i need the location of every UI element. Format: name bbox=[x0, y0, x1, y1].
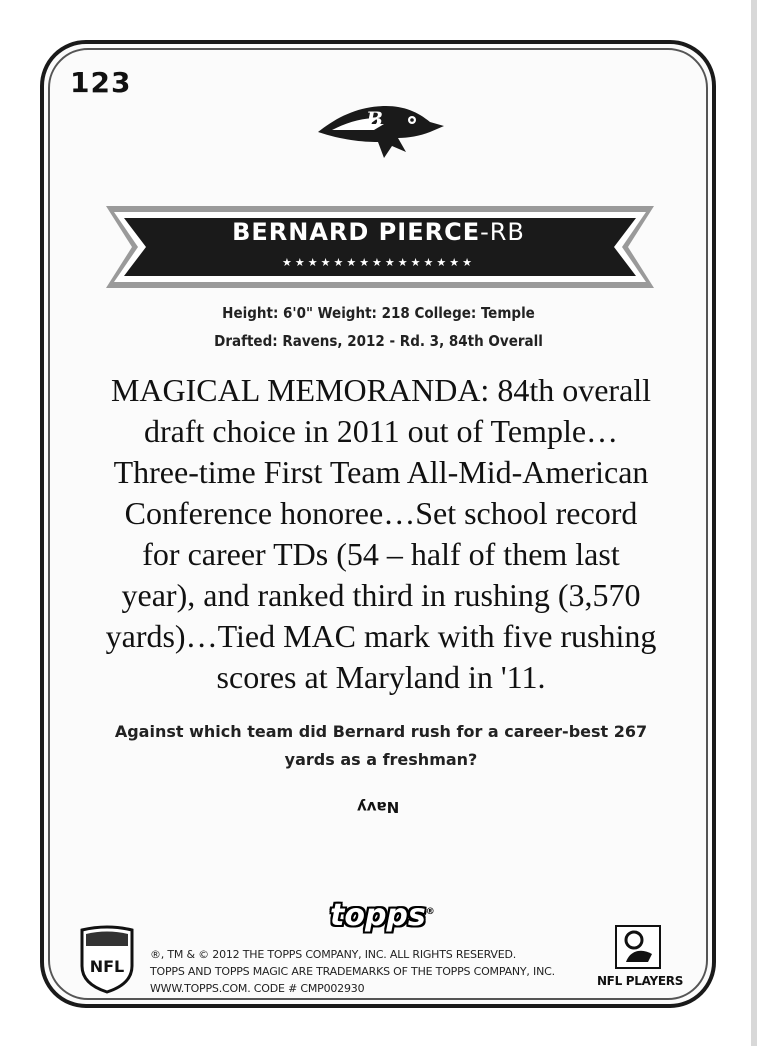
player-name-line bbox=[0, 218, 757, 246]
trivia-answer bbox=[0, 798, 757, 816]
legal-text bbox=[150, 946, 620, 997]
memo-line: MAGICAL MEMORANDA: 84th overall bbox=[110, 372, 652, 408]
logo-letter: B bbox=[366, 107, 383, 131]
nfl-players-label: NFL PLAYERS bbox=[596, 974, 684, 988]
nfl-shield-icon bbox=[78, 922, 136, 994]
memo-line: scores at Maryland in '11. bbox=[216, 659, 546, 695]
banner-stars: ★★★★★★★★★★★★★★★ bbox=[282, 256, 475, 269]
bio-line-2: Drafted: Ravens, 2012 - Rd. 3, 84th Overall bbox=[214, 332, 543, 350]
legal-line: TOPPS AND TOPPS MAGIC ARE TRADEMARKS OF THE TOPPS COMPANY, INC. bbox=[150, 965, 555, 978]
memo-line: yards)…Tied MAC mark with five rushing bbox=[105, 618, 657, 654]
topps-logo bbox=[330, 898, 435, 933]
nfl-players-icon bbox=[612, 922, 664, 972]
player-name: BERNARD PIERCE bbox=[232, 218, 481, 246]
trivia-question bbox=[96, 718, 666, 774]
legal-line: ®, TM & © 2012 THE TOPPS COMPANY, INC. ALL RIGHTS RESERVED. bbox=[150, 948, 517, 961]
svg-text:NFL: NFL bbox=[89, 957, 125, 976]
upside-down-answer: Navy bbox=[357, 798, 400, 816]
memo-line: Conference honoree…Set school record bbox=[124, 495, 638, 531]
memo-line: for career TDs (54 – half of them last bbox=[142, 536, 620, 572]
question-line: Against which team did Bernard rush for a career-best 267 bbox=[114, 722, 648, 741]
player-position: -RB bbox=[480, 218, 525, 246]
name-banner bbox=[106, 204, 654, 290]
bio-line-1: Height: 6'0" Weight: 218 College: Temple bbox=[222, 304, 535, 322]
card-edge bbox=[751, 0, 757, 1046]
magical-memoranda bbox=[96, 370, 666, 698]
card-number: 123 bbox=[70, 66, 132, 99]
brand-wordmark: topps bbox=[330, 898, 426, 933]
memo-line: draft choice in 2011 out of Temple… bbox=[143, 413, 619, 449]
registered-mark: ® bbox=[425, 907, 435, 917]
legal-line: WWW.TOPPS.COM. CODE # CMP002930 bbox=[150, 982, 365, 995]
memo-line: year), and ranked third in rushing (3,570 bbox=[121, 577, 641, 613]
ravens-logo-icon bbox=[312, 92, 452, 164]
memo-line: Three-time First Team All-Mid-American bbox=[113, 454, 649, 490]
question-line: yards as a freshman? bbox=[284, 750, 478, 769]
